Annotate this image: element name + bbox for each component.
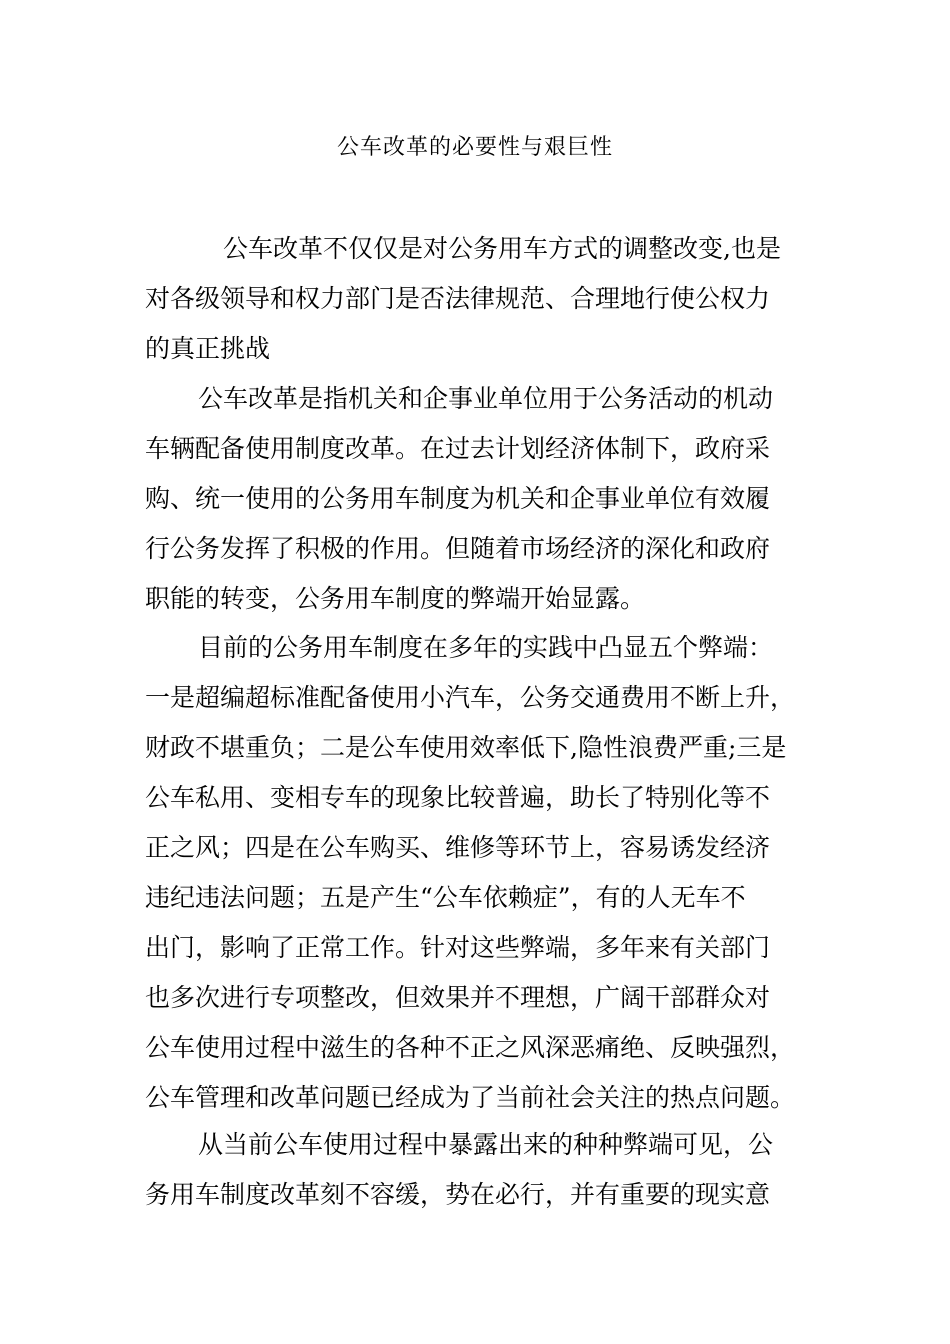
paragraph-line: 车辆配备使用制度改革。在过去计划经济体制下，政府采 [145, 434, 771, 463]
paragraph-line: 的真正挑战 [145, 334, 271, 363]
paragraph-line: 财政不堪重负；二是公车使用效率低下,隐性浪费严重;三是 [145, 733, 787, 762]
paragraph-line: 一是超编超标准配备使用小汽车，公务交通费用不断上升， [145, 683, 796, 712]
paragraph-line: 违纪违法问题；五是产生“公车依赖症”，有的人无车不 [145, 883, 746, 912]
paragraph-1 [145, 224, 800, 374]
paragraph-line: 公车管理和改革问题已经成为了当前社会关注的热点问题。 [145, 1083, 796, 1112]
paragraph-line: 目前的公务用车制度在多年的实践中凸显五个弊端： [198, 633, 774, 662]
paragraph-line: 对各级领导和权力部门是否法律规范、合理地行使公权力 [145, 284, 771, 313]
paragraph-line: 职能的转变，公务用车制度的弊端开始显露。 [145, 584, 646, 613]
paragraph-line: 公车私用、变相专车的现象比较普遍，助长了特别化等不 [145, 783, 771, 812]
document-title: 公车改革的必要性与艰巨性 [336, 135, 613, 160]
paragraph-line: 购、统一使用的公务用车制度为机关和企事业单位有效履 [145, 484, 771, 513]
paragraph-4 [145, 1120, 800, 1220]
paragraph-line: 公车改革不仅仅是对公务用车方式的调整改变,也是 [223, 234, 781, 263]
paragraph-line: 从当前公车使用过程中暴露出来的种种弊端可见，公 [198, 1130, 774, 1159]
paragraph-line: 务用车制度改革刻不容缓，势在必行，并有重要的现实意 [145, 1180, 771, 1209]
paragraph-line: 也多次进行专项整改，但效果并不理想，广阔干部群众对 [145, 983, 771, 1012]
paragraph-line: 公车使用过程中滋生的各种不正之风深恶痛绝、反映强烈， [145, 1033, 796, 1062]
paragraph-line: 公车改革是指机关和企事业单位用于公务活动的机动 [198, 384, 774, 413]
paragraph-line: 行公务发挥了积极的作用。但随着市场经济的深化和政府 [145, 534, 771, 563]
paragraph-2 [145, 374, 800, 624]
paragraph-line: 出门，影响了正常工作。针对这些弊端，多年来有关部门 [145, 933, 771, 962]
paragraph-3 [145, 623, 800, 1123]
paragraph-line: 正之风；四是在公车购买、维修等环节上，容易诱发经济 [145, 833, 771, 862]
